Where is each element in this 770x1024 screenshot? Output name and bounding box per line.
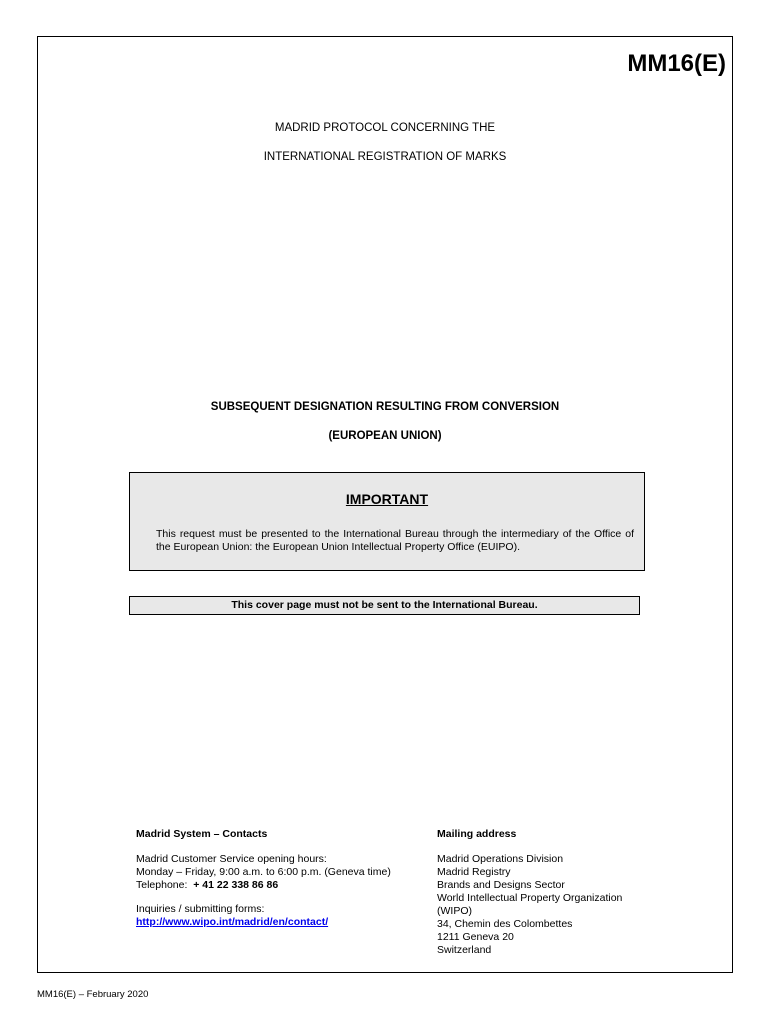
- telephone-number: + 41 22 338 86 86: [193, 879, 279, 891]
- mailing-line: (WIPO): [437, 905, 472, 917]
- form-code: MM16(E): [627, 50, 726, 77]
- mailing-line: 1211 Geneva 20: [437, 931, 514, 943]
- mailing-line: Madrid Operations Division: [437, 853, 564, 865]
- telephone-label: Telephone:: [136, 879, 188, 891]
- header-line-1: MADRID PROTOCOL CONCERNING THE: [274, 122, 496, 134]
- contacts-heading: Madrid System – Contacts: [136, 828, 268, 840]
- mailing-section: [437, 828, 667, 957]
- cover-notice: This cover page must not be sent to the International Bureau.: [129, 596, 640, 615]
- contact-link[interactable]: http://www.wipo.int/madrid/en/contact/: [136, 916, 329, 928]
- mailing-line: Switzerland: [437, 944, 492, 956]
- important-body: This request must be presented to the International Bureau through the intermediary of the Office of the European Union: the European Union Intellectual Property Office (EUIPO).: [156, 528, 634, 553]
- contacts-section: [136, 828, 436, 929]
- form-subtitle: (EUROPEAN UNION): [328, 430, 442, 442]
- page-footer: MM16(E) – February 2020: [37, 989, 149, 1000]
- mailing-line: Madrid Registry: [437, 866, 511, 878]
- header-line-2: INTERNATIONAL REGISTRATION OF MARKS: [263, 151, 507, 163]
- form-title: SUBSEQUENT DESIGNATION RESULTING FROM CONVERSION: [210, 401, 560, 413]
- hours-label: Madrid Customer Service opening hours:: [136, 853, 327, 865]
- telephone-line: [136, 879, 436, 892]
- hours-text: Monday – Friday, 9:00 a.m. to 6:00 p.m. (Geneva time): [136, 866, 391, 878]
- inquiries-label: Inquiries / submitting forms:: [136, 903, 265, 915]
- important-heading: IMPORTANT: [345, 491, 429, 507]
- mailing-heading: Mailing address: [437, 828, 517, 840]
- important-box: [129, 472, 645, 571]
- mailing-line: 34, Chemin des Colombettes: [437, 918, 573, 930]
- mailing-line: World Intellectual Property Organization: [437, 892, 623, 904]
- mailing-line: Brands and Designs Sector: [437, 879, 565, 891]
